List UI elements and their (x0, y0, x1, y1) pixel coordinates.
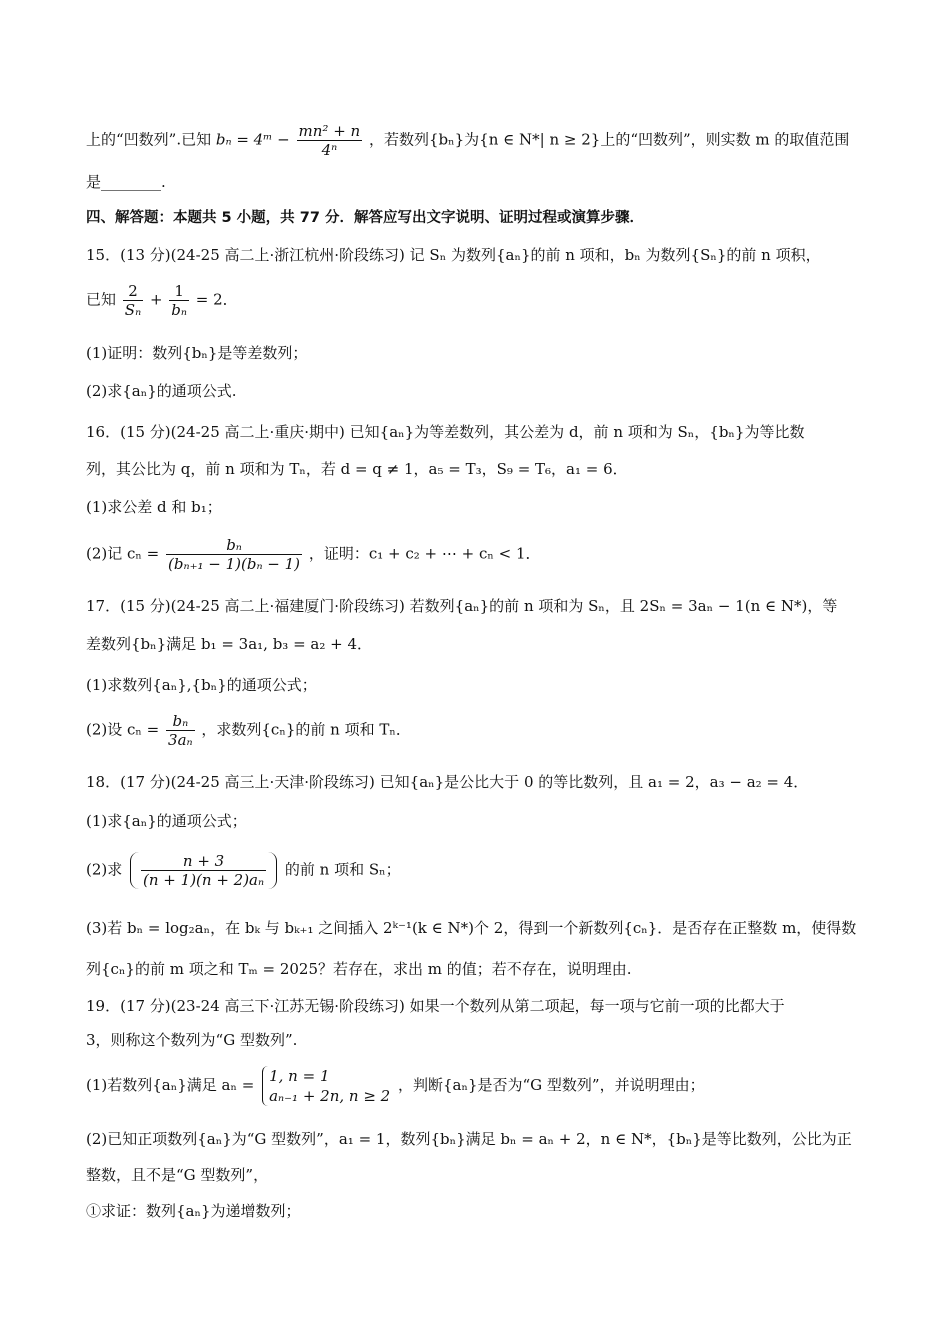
numerator: mn² + n (298, 122, 361, 140)
problem-18-part1: (1)求{aₙ}的通项公式； (86, 812, 247, 830)
denominator: (n + 1)(n + 2)aₙ (143, 871, 265, 889)
numerator: n + 3 (141, 852, 266, 871)
prev-problem-line1 (86, 122, 866, 159)
denominator: 3aₙ (168, 731, 193, 749)
text: ，证明：c₁ + c₂ + ⋯ + cₙ < 1． (308, 544, 541, 563)
problem-19-part2-sub1: ①求证：数列{aₙ}为递增数列； (86, 1202, 301, 1220)
fraction (169, 282, 189, 319)
prev-problem-line2: 是________. (86, 173, 166, 191)
numerator: 1 (169, 282, 189, 301)
text: ，若数列{bₙ}为{n ∈ N*| n ≥ 2}上的“凹数列”，则实数 m 的取值范围 (369, 130, 850, 149)
problem-19-line2: 3，则称这个数列为“G 型数列”. (86, 1031, 298, 1049)
fraction (141, 852, 266, 889)
problem-19-part2-line1: (2)已知正项数列{aₙ}为“G 型数列”，a₁ = 1，数列{bₙ}满足 bₙ = aₙ + 2，n ∈ N*，{bₙ}是等比数列，公比为正 (86, 1130, 852, 1148)
problem-15-stem: 15．(13 分)(24-25 高二上·浙江杭州·阶段练习) 记 Sₙ 为数列{aₙ}的前 n 项和，bₙ 为数列{Sₙ}的前 n 项积， (86, 246, 821, 264)
numerator: bₙ (166, 712, 195, 731)
problem-15-part1: (1)证明：数列{bₙ}是等差数列； (86, 344, 308, 362)
problem-19-stem: 19．(17 分)(23-24 高三下·江苏无锡·阶段练习) 如果一个数列从第二项起，每一项与它前一项的比都大于 (86, 997, 785, 1015)
problem-17-line2: 差数列{bₙ}满足 b₁ = 3a₁, b₃ = a₂ + 4． (86, 635, 373, 653)
fraction (166, 536, 302, 573)
text: ，求数列{cₙ}的前 n 项和 Tₙ． (201, 720, 411, 739)
problem-17-part2 (86, 712, 866, 749)
problem-17-part1: (1)求数列{aₙ},{bₙ}的通项公式； (86, 676, 317, 694)
problem-18-part2 (86, 852, 866, 889)
text: (2)记 cₙ = (86, 544, 160, 563)
problem-16-part2 (86, 536, 866, 573)
problem-19-part1 (86, 1066, 866, 1106)
denominator: (bₙ₊₁ − 1)(bₙ − 1) (168, 555, 301, 573)
fraction (166, 712, 195, 749)
numerator: bₙ (166, 536, 302, 555)
text: ，判断{aₙ}是否为“G 型数列”，并说明理由； (397, 1076, 705, 1094)
text: 的前 n 项和 Sₙ； (284, 860, 401, 879)
section-header: 四、解答题：本题共 5 小题，共 77 分．解答应写出文字说明、证明过程或演算步骤． (86, 210, 644, 226)
fraction (123, 282, 143, 319)
problem-18-part3-line2: 列{cₙ}的前 m 项之和 Tₘ = 2025？若存在，求出 m 的值；若不存在，说明理由. (86, 960, 632, 978)
problem-16-part1: (1)求公差 d 和 b₁； (86, 498, 222, 516)
fraction (297, 122, 363, 159)
sequence-brace (130, 852, 277, 889)
denominator: Sₙ (124, 301, 142, 319)
problem-15-line2 (86, 282, 866, 319)
problem-16-stem: 16．(15 分)(24-25 高二上·重庆·期中) 已知{aₙ}为等差数列，其公差为 d，前 n 项和为 Sₙ，{bₙ}为等比数 (86, 423, 805, 441)
denominator: bₙ (171, 301, 187, 319)
problem-18-stem: 18．(17 分)(24-25 高三上·天津·阶段练习) 已知{aₙ}是公比大于 0 的等比数列，且 a₁ = 2，a₃ − a₂ = 4． (86, 773, 809, 791)
piecewise-cases (262, 1066, 390, 1106)
numerator: 2 (123, 282, 143, 301)
problem-18-part3-line1: (3)若 bₙ = log₂aₙ，在 bₖ 与 bₖ₊₁ 之间插入 2ᵏ⁻¹(k ∈ N*)个 2，得到一个新数列{cₙ}．是否存在正整数 m，使得数 (86, 919, 857, 937)
text: (2)求 (86, 860, 123, 879)
denominator: 4ⁿ (321, 141, 338, 159)
problem-15-part2: (2)求{aₙ}的通项公式. (86, 382, 237, 400)
text: = 2． (195, 290, 238, 309)
text: 已知 (86, 290, 117, 309)
operator: + (149, 290, 163, 309)
case-2: aₙ₋₁ + 2n, n ≥ 2 (269, 1087, 391, 1105)
case-1: 1, n = 1 (269, 1067, 330, 1085)
problem-19-part2-line2: 整数，且不是“G 型数列”， (86, 1166, 269, 1184)
formula: bₙ = 4ᵐ − (215, 130, 290, 149)
text: 上的“凹数列”.已知 (86, 130, 212, 149)
text: (1)若数列{aₙ}满足 aₙ = (86, 1076, 255, 1094)
problem-16-line2: 列，其公比为 q，前 n 项和为 Tₙ，若 d = q ≠ 1，a₅ = T₃，S₉ = T₆，a₁ = 6． (86, 460, 628, 478)
problem-17-stem: 17．(15 分)(24-25 高二上·福建厦门·阶段练习) 若数列{aₙ}的前 n 项和为 Sₙ，且 2Sₙ = 3aₙ − 1(n ∈ N*)，等 (86, 597, 838, 615)
text: (2)设 cₙ = (86, 720, 160, 739)
